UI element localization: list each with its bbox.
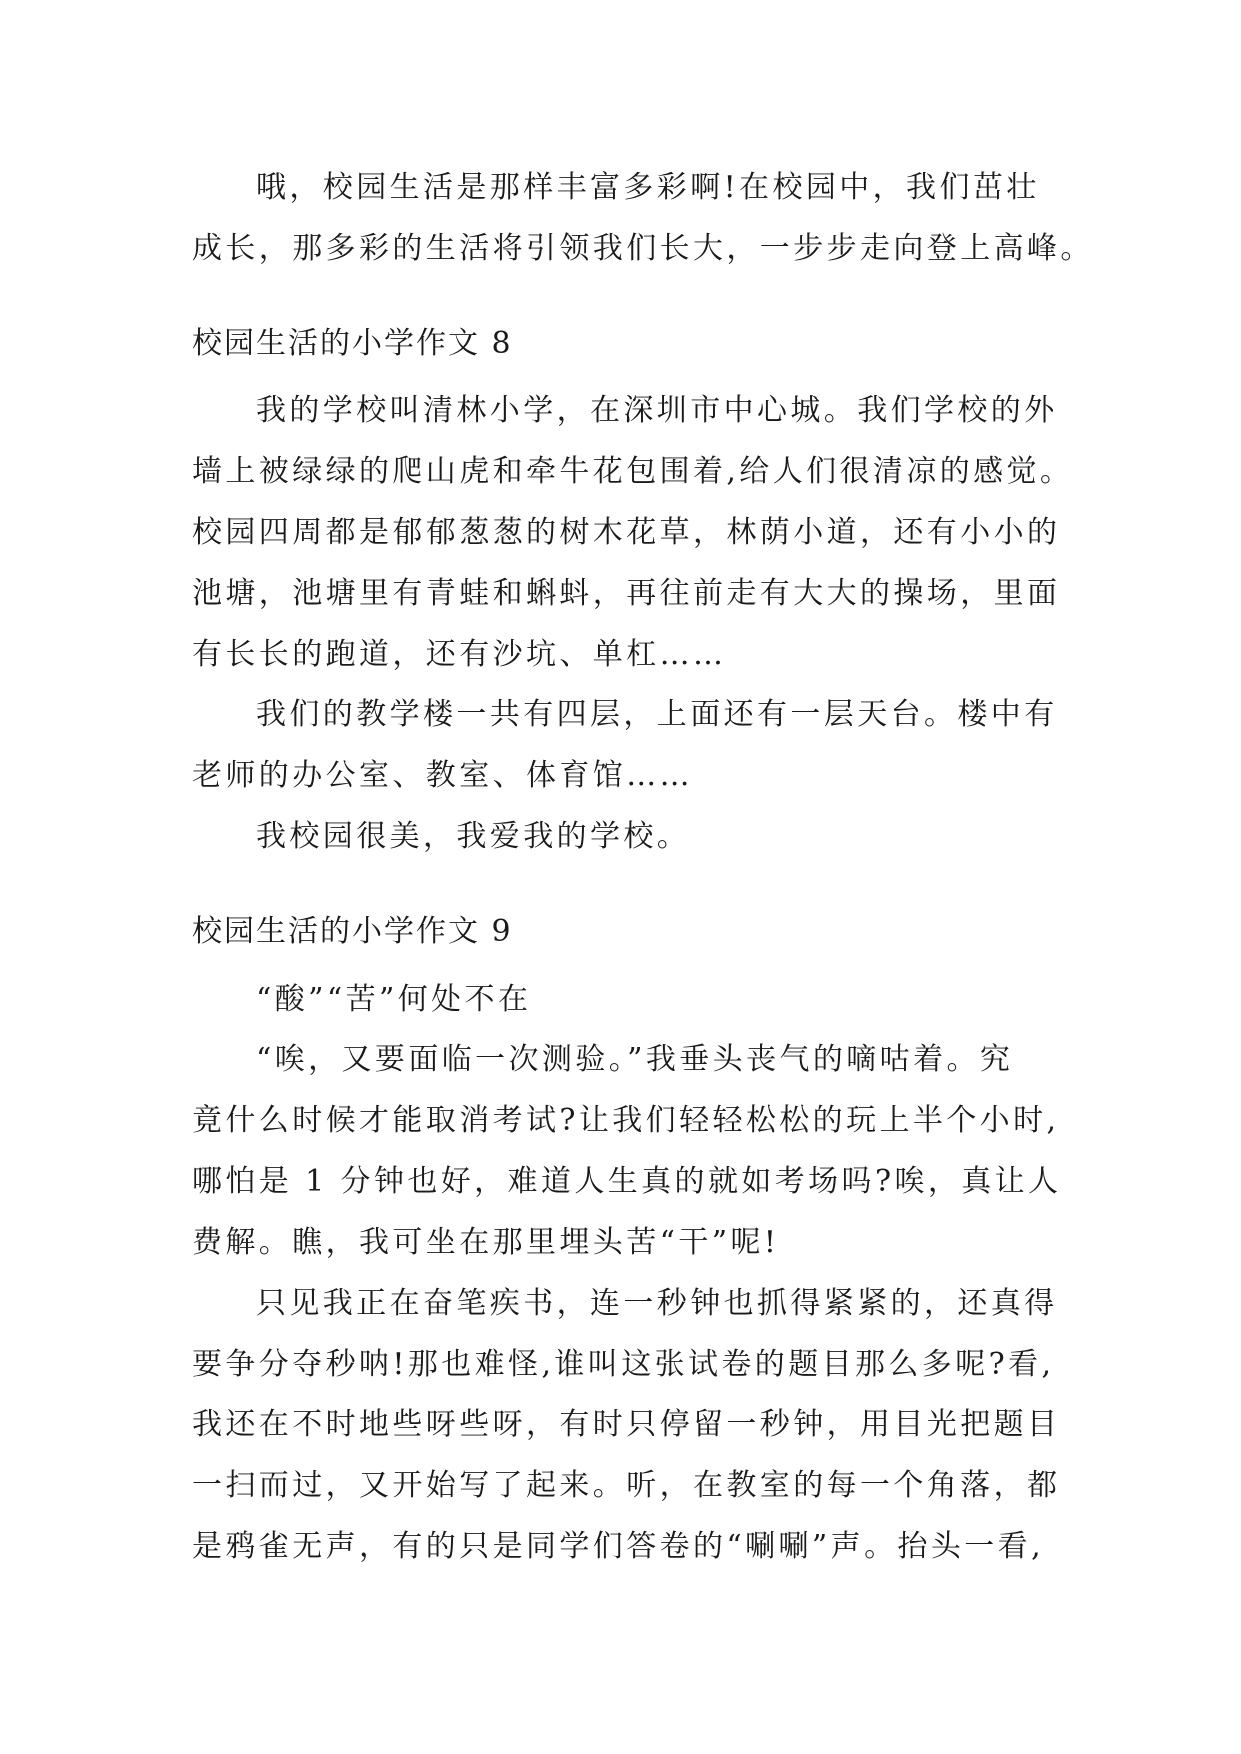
essay-8-line-6: 我们的教学楼一共有四层，上面还有一层天台。楼中有 (256, 697, 1058, 732)
essay-9-line-6: 要争分夺秒呐!那也难怪,谁叫这张试卷的题目那么多呢?看, (192, 1347, 1055, 1382)
essay-9-line-5: 只见我正在奋笔疾书，连一秒钟也抓得紧紧的，还真得 (256, 1286, 1058, 1321)
essay-9-subtitle: “酸”“苦”何处不在 (256, 982, 532, 1017)
essay-9-line-9: 是鸦雀无声，有的只是同学们答卷的“唰唰”声。抬头一看, (192, 1529, 1045, 1564)
essay-8-line-8: 我校园很美，我爱我的学校。 (256, 819, 691, 854)
essay-8-heading: 校园生活的小学作文 8 (192, 326, 513, 361)
essay-8-line-2: 墙上被绿绿的爬山虎和牵牛花包围着,给人们很清凉的感觉。 (192, 454, 1074, 489)
essay-8-line-3: 校园四周都是郁郁葱葱的树木花草，林荫小道，还有小小的 (192, 515, 1061, 550)
intro-line-1: 哦，校园生活是那样丰富多彩啊!在校园中，我们茁壮 (256, 170, 1040, 205)
essay-9-line-1: “唉，又要面临一次测验。”我垂头丧气的嘀咕着。究 (256, 1042, 1014, 1077)
essay-9-heading: 校园生活的小学作文 9 (192, 914, 513, 949)
essay-9-line-8: 一扫而过，又开始写了起来。听，在教室的每一个角落，都 (192, 1468, 1061, 1503)
intro-line-2: 成长，那多彩的生活将引领我们长大，一步步走向登上高峰。 (192, 231, 1094, 266)
essay-9-line-3: 哪怕是 1 分钟也好，难道人生真的就如考场吗?唉，真让人 (192, 1164, 1062, 1199)
essay-8-line-4: 池塘，池塘里有青蛙和蝌蚪，再往前走有大大的操场，里面 (192, 576, 1061, 611)
essay-8-line-1: 我的学校叫清林小学，在深圳市中心城。我们学校的外 (256, 393, 1058, 428)
essay-9-line-7: 我还在不时地些呀些呀，有时只停留一秒钟，用目光把题目 (192, 1407, 1061, 1442)
essay-8-line-5: 有长长的跑道，还有沙坑、单杠…… (192, 637, 727, 672)
essay-8-line-7: 老师的办公室、教室、体育馆…… (192, 758, 693, 793)
essay-9-line-4: 费解。瞧，我可坐在那里埋头苦“干”呢! (192, 1225, 780, 1260)
essay-9-line-2: 竟什么时候才能取消考试?让我们轻轻松松的玩上半个小时, (192, 1103, 1060, 1138)
